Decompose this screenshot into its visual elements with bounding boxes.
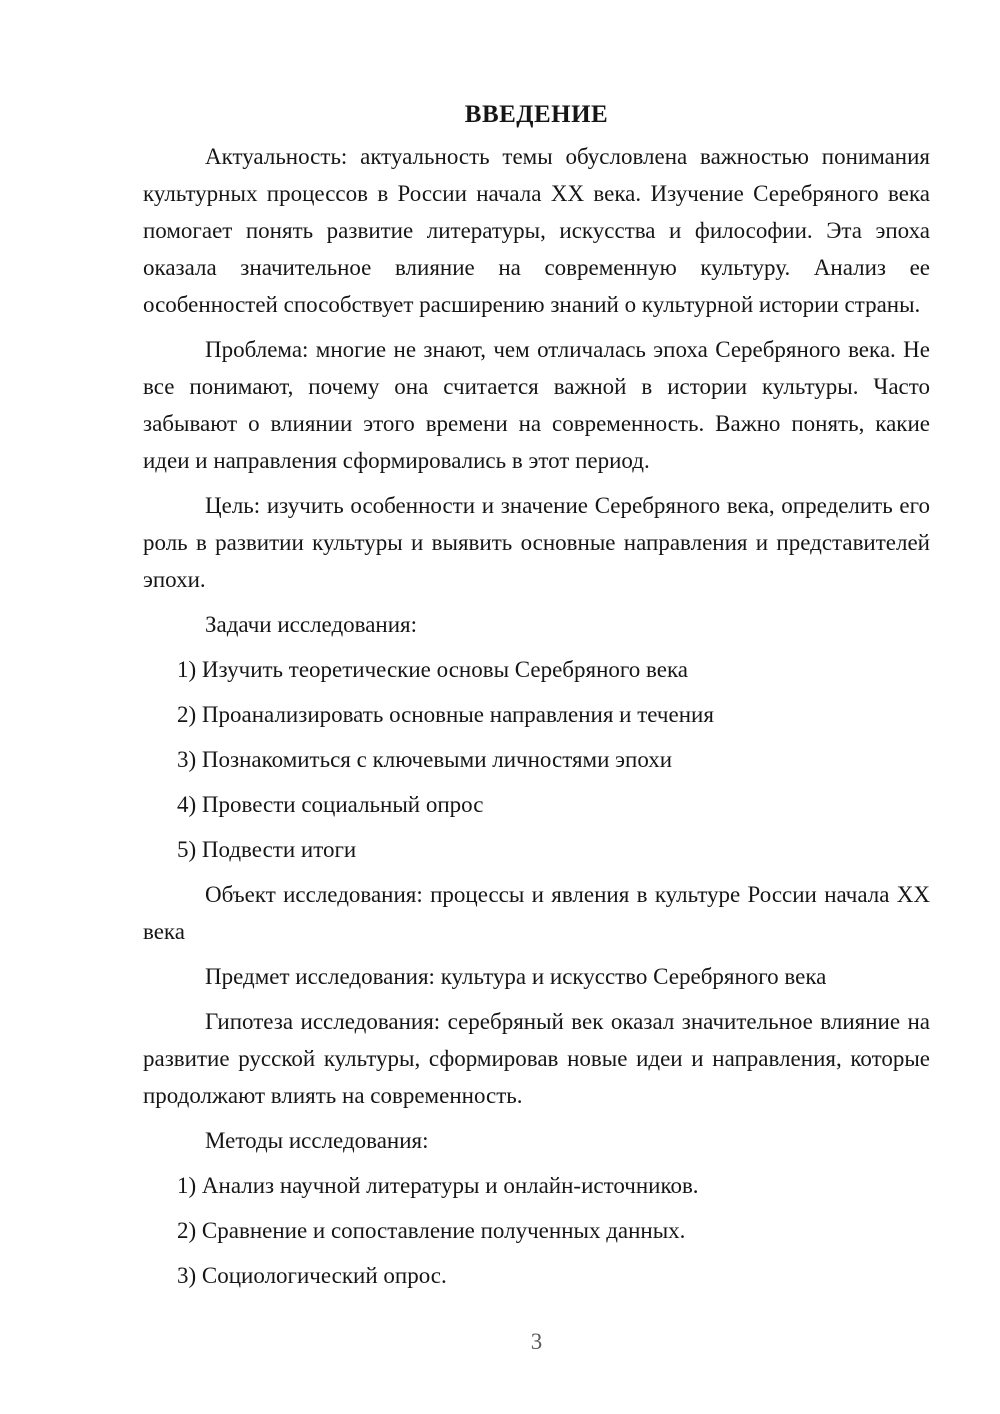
paragraph-tsel: Цель: изучить особенности и значение Серебряного века, определить его роль в развитии культуры и выявить основные направления и представителей эпохи.	[143, 493, 930, 592]
zadachi-item-1: 1) Изучить теоретические основы Серебряного века	[177, 657, 688, 682]
zadachi-item-3: 3) Познакомиться с ключевыми личностями эпохи	[177, 747, 673, 772]
page-title: ВВЕДЕНИЕ	[464, 101, 609, 128]
paragraph-obekt: Объект исследования: процессы и явления в культуре России начала XX века	[143, 882, 930, 944]
document-content	[143, 0, 930, 1302]
paragraph-problema: Проблема: многие не знают, чем отличалась эпоха Серебряного века. Не все понимают, почему она считается важной в истории культуры. Часто забывают о влиянии этого времени на современность. Важно понять, какие идеи и направления сформировались в этот период.	[143, 337, 930, 473]
zadachi-heading: Задачи исследования:	[205, 612, 418, 637]
zadachi-item-2: 2) Проанализировать основные направления и течения	[177, 702, 714, 727]
zadachi-item-5: 5) Подвести итоги	[177, 837, 357, 862]
metody-item-3: 3) Социологический опрос.	[177, 1263, 447, 1288]
metody-item-2: 2) Сравнение и сопоставление полученных данных.	[177, 1218, 686, 1243]
paragraph-gipoteza: Гипотеза исследования: серебряный век оказал значительное влияние на развитие русской культуры, сформировав новые идеи и направления, которые продолжают влиять на современность.	[143, 1009, 930, 1108]
metody-heading: Методы исследования:	[205, 1128, 429, 1153]
paragraph-predmet: Предмет исследования: культура и искусство Серебряного века	[205, 964, 827, 989]
paragraph-aktualnost: Актуальность: актуальность темы обусловлена важностью понимания культурных процессов в России начала XX века. Изучение Серебряного века помогает понять развитие литературы, искусства и философии. Эта эпоха оказала значительное влияние на современную культуру. Анализ ее особенностей способствует расширению знаний о культурной истории страны.	[143, 144, 930, 317]
page-number: 3	[530, 1329, 543, 1354]
zadachi-item-4: 4) Провести социальный опрос	[177, 792, 484, 817]
metody-item-1: 1) Анализ научной литературы и онлайн-источников.	[177, 1173, 699, 1198]
